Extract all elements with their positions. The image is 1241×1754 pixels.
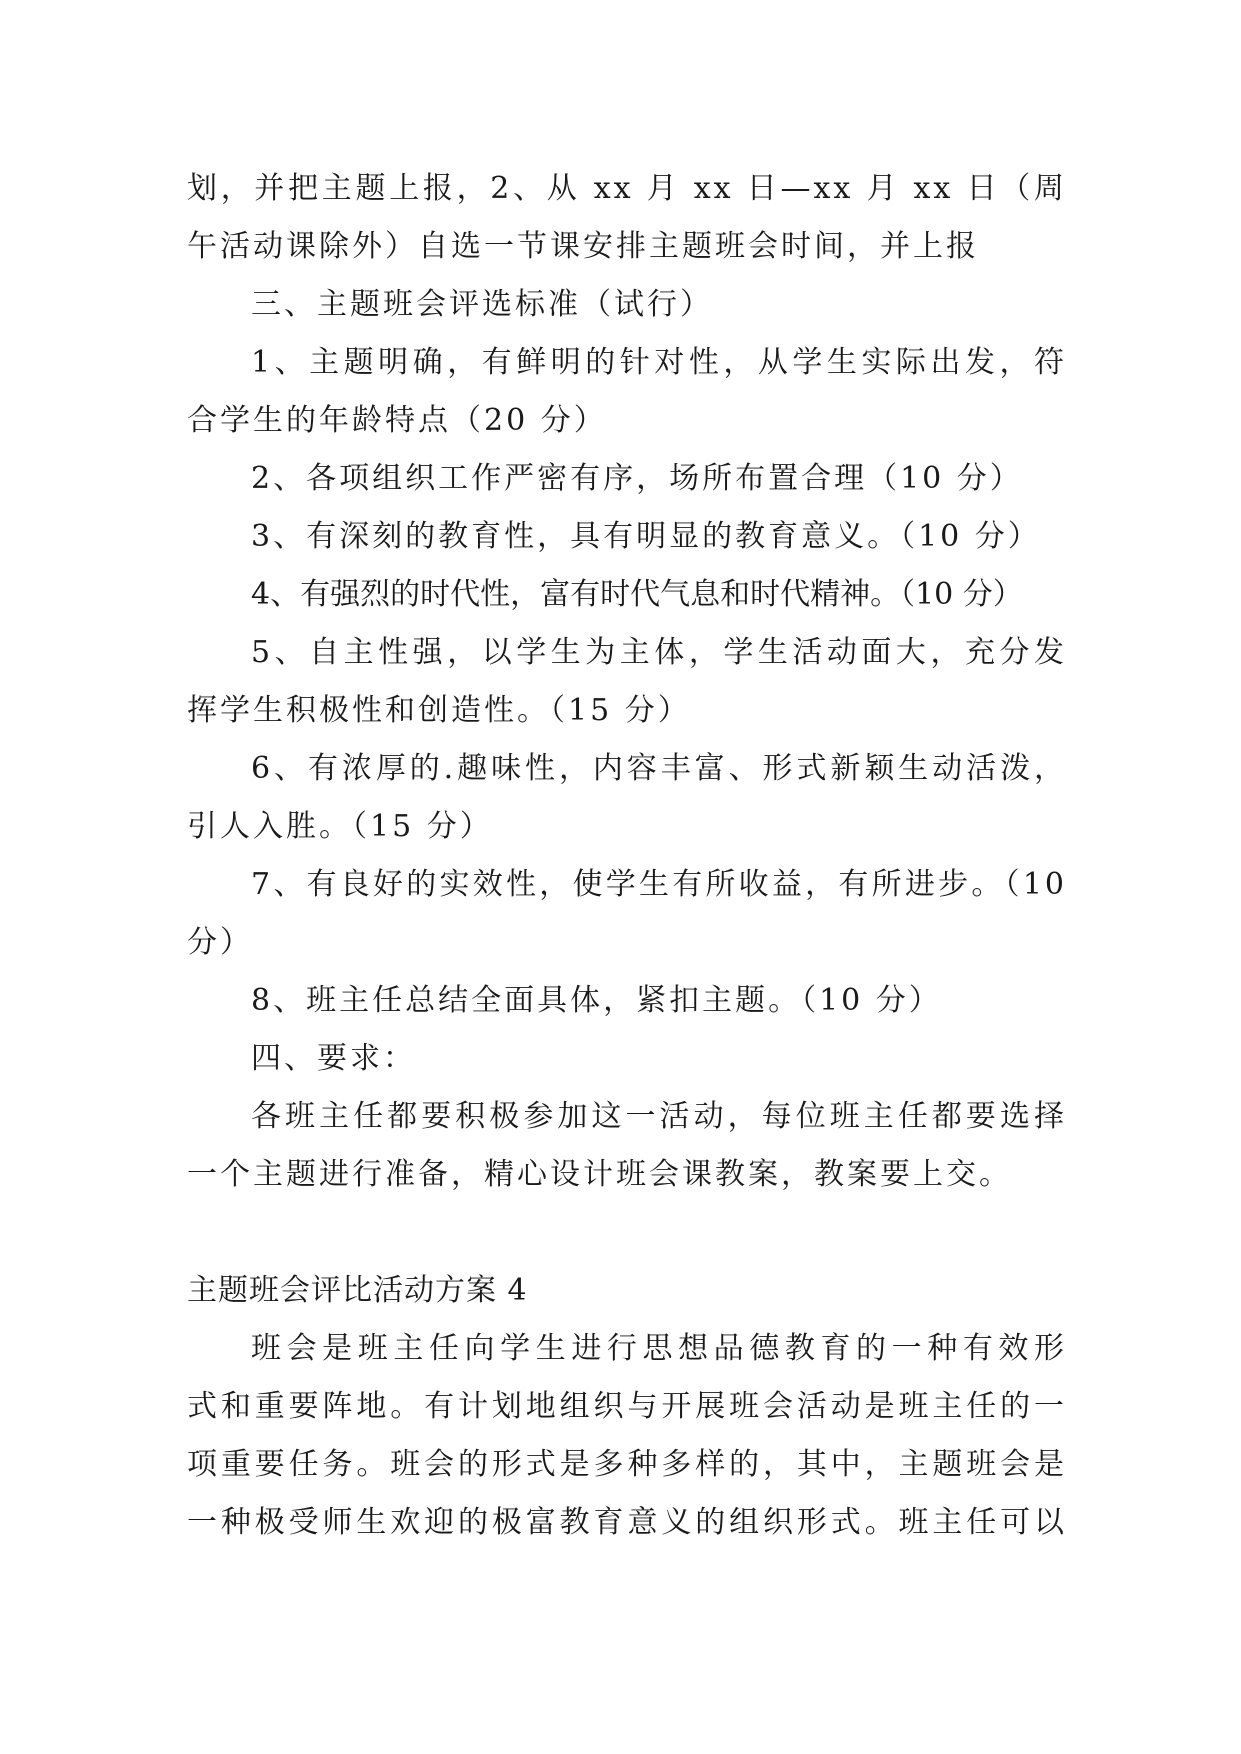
section-heading: 三、主题班会评选标准（试行）	[251, 287, 713, 322]
paragraph-line: 项重要任务。班会的形式是多种多样的，其中，主题班会是	[187, 1447, 1067, 1482]
paragraph-gap	[187, 1204, 1067, 1262]
criterion-item: 1、主题明确，有鲜明的针对性，从学生实际出发，符	[251, 345, 1067, 380]
criterion-item: 4、有强烈的时代性，富有时代气息和时代精神。（10 分）	[251, 577, 1023, 612]
text-line: 挥学生积极性和创造性。（15 分）	[187, 693, 691, 728]
text-line: 划，并把主题上报，2、从 xx 月 xx 日—xx 月 xx 日（周	[187, 171, 1067, 206]
document-body	[187, 160, 1067, 1552]
criterion-item: 7、有良好的实效性，使学生有所收益，有所进步。（10	[251, 867, 1067, 902]
criterion-item: 6、有浓厚的.趣味性，内容丰富、形式新颖生动活泼，	[251, 751, 1067, 786]
document-title: 主题班会评比活动方案 4	[187, 1273, 528, 1308]
criterion-item: 2、各项组织工作严密有序，场所布置合理（10 分）	[251, 461, 1023, 496]
text-line: 合学生的年龄特点（20 分）	[187, 403, 607, 438]
text-line: 午活动课除外）自选一节课安排主题班会时间，并上报	[187, 229, 979, 264]
text-line: 分）	[187, 925, 253, 960]
paragraph-line: 班会是班主任向学生进行思想品德教育的一种有效形	[251, 1331, 1067, 1366]
section-heading: 四、要求：	[251, 1041, 416, 1076]
text-line: 引人入胜。（15 分）	[187, 809, 493, 844]
paragraph-line: 各班主任都要积极参加这一活动，每位班主任都要选择	[251, 1099, 1067, 1134]
criterion-item: 5、自主性强，以学生为主体，学生活动面大，充分发	[251, 635, 1067, 670]
paragraph-line: 一种极受师生欢迎的极富教育意义的组织形式。班主任可以	[187, 1505, 1067, 1540]
paragraph-line: 式和重要阵地。有计划地组织与开展班会活动是班主任的一	[187, 1389, 1067, 1424]
criterion-item: 3、有深刻的教育性，具有明显的教育意义。（10 分）	[251, 519, 1041, 554]
criterion-item: 8、班主任总结全面具体，紧扣主题。（10 分）	[251, 983, 942, 1018]
text-line: 一个主题进行准备，精心设计班会课教案，教案要上交。	[187, 1157, 1012, 1192]
